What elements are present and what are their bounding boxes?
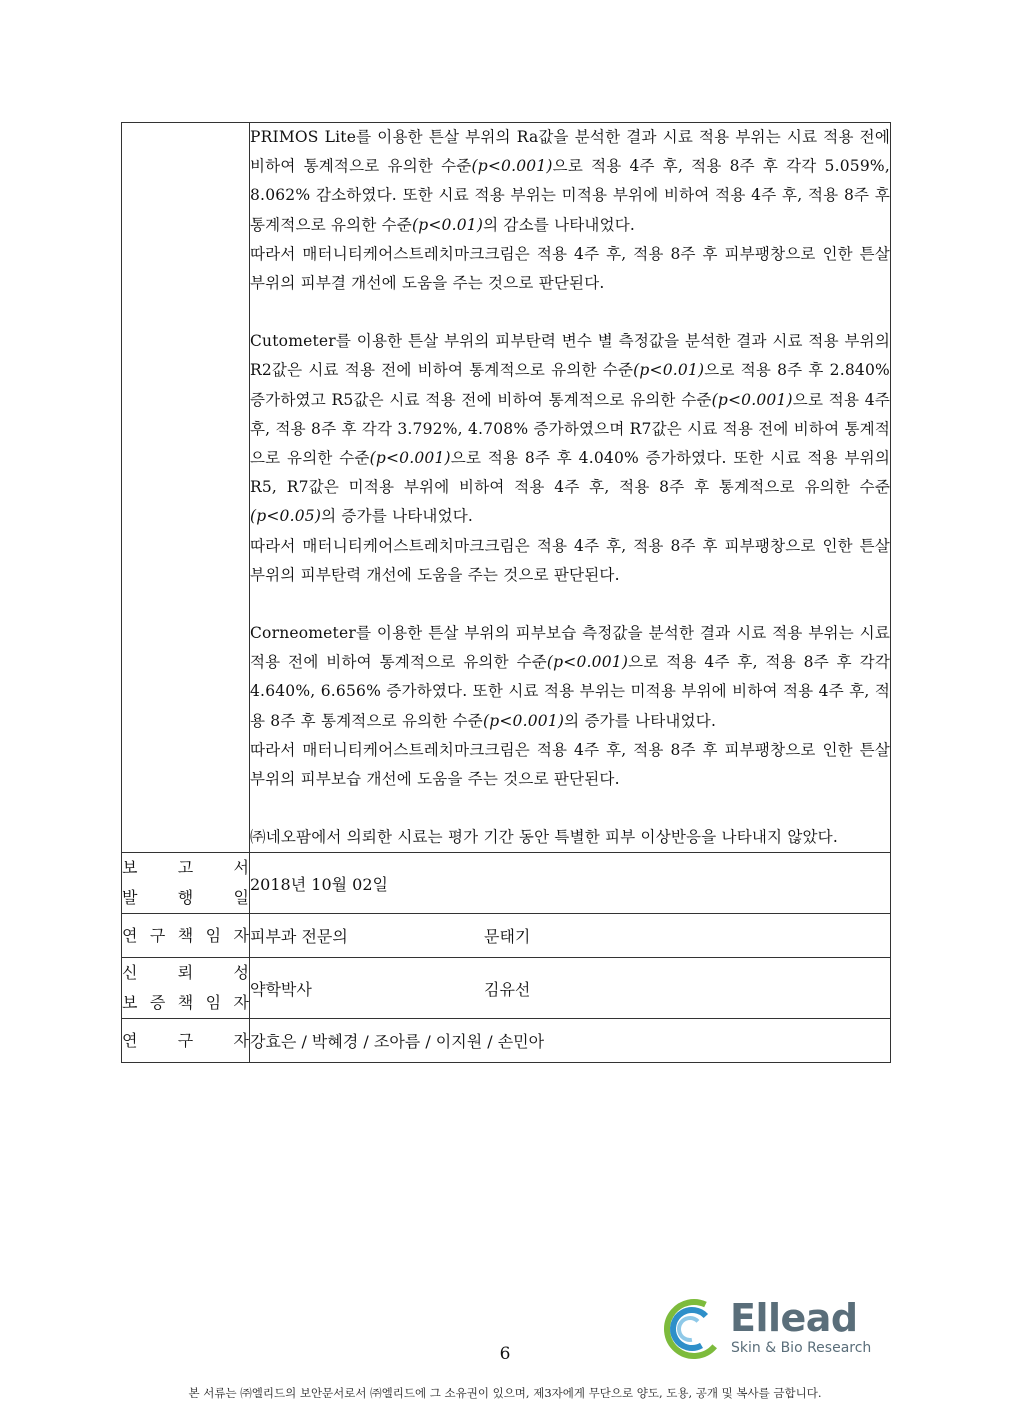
corneometer-result-paragraph: Corneometer를 이용한 튼살 부위의 피부보습 측정값을 분석한 결과 시료 적용 부위는 시료 적용 전에 비하여 통계적으로 유의한 수준(p<0.001)으로 적용 4주 후, 적용 8주 후 각각 4.640%, 6.656% 증가하였다. 또한 시료 적용 부위는 미적용 부위에 비하여 적용 4주 후, 적용 8주 후 통계적으로 유의한 수준(p<0.001)의 증가를 나타내었다. [250, 624, 891, 730]
page-number: 6 [499, 1344, 511, 1364]
cutometer-conclusion: 따라서 매터니티케어스트레치마크크림은 적용 4주 후, 적용 8주 후 피부팽창으로 인한 튼살 부위의 피부탄력 개선에 도움을 주는 것으로 판단된다. [250, 536, 890, 584]
cutometer-result-paragraph: Cutometer를 이용한 튼살 부위의 피부탄력 변수 별 측정값을 분석한 결과 시료 적용 부위의 R2값은 시료 적용 전에 비하여 통계적으로 유의한 수준(p<0.01)으로 적용 8주 후 2.840% 증가하였고 R5값은 시료 적용 전에 비하여 통계적으로 유의한 수준(p<0.001)으로 적용 4주 후, 적용 8주 후 각각 3.792%, 4.708% 증가하였으며 R7값은 시료 적용 전에 비하여 통계적으로 유의한 수준(p<0.001)으로 적용 8주 후 4.040% 증가하였다. 또한 시료 적용 부위의 R5, R7값은 미적용 부위에 비하여 적용 4주 후, 적용 8주 후 통계적으로 유의한 수준(p<0.05)의 증가를 나타내었다. [250, 332, 890, 526]
confidentiality-footer: 본 서류는 ㈜엘리드의 보안문서로서 ㈜엘리드에 그 소유권이 있으며, 제3자에게 무단으로 양도, 도용, 공개 및 복사를 금합니다. [188, 1386, 822, 1400]
logo-tagline: Skin & Bio Research [731, 1340, 872, 1356]
primos-conclusion: 따라서 매터니티케어스트레치마크크림은 적용 4주 후, 적용 8주 후 피부팽창으로 인한 튼살 부위의 피부결 개선에 도움을 주는 것으로 판단된다. [250, 244, 890, 293]
principal-investigator-row [122, 914, 891, 958]
corneometer-conclusion: 따라서 매터니티케어스트레치마크크림은 적용 4주 후, 적용 8주 후 피부팽창으로 인한 튼살 부위의 피부보습 개선에 도움을 주는 것으로 판단된다. [250, 740, 890, 789]
pi-role: 피부과 전문의 [250, 927, 348, 947]
adverse-reaction-statement: ㈜네오팜에서 의뢰한 시료는 평가 기간 동안 특별한 피부 이상반응을 나타내지 않았다. [250, 828, 838, 847]
summary-body-cell [250, 123, 891, 853]
issue-date-row [122, 853, 891, 914]
qa-name: 김유선 [484, 979, 531, 999]
principal-investigator-value [250, 914, 891, 958]
summary-label-cell [122, 123, 250, 853]
researchers-value: 강효은 / 박혜경 / 조아름 / 이지원 / 손민아 [250, 1019, 891, 1063]
qa-role: 약학박사 [250, 979, 312, 999]
report-summary-table [121, 122, 891, 1063]
principal-investigator-label: 연 구 책 임 자 [122, 914, 250, 958]
quality-assurance-value [250, 958, 891, 1019]
logo-wordmark: Ellead [730, 1296, 858, 1340]
quality-assurance-label: 신 뢰 성 보 증 책 임 자 [122, 958, 250, 1019]
quality-assurance-row [122, 958, 891, 1019]
researchers-row [122, 1019, 891, 1063]
pi-name: 문태기 [484, 927, 531, 947]
researchers-label: 연 구 자 [122, 1019, 250, 1063]
issue-date-value: 2018년 10월 02일 [250, 853, 891, 914]
summary-row [122, 123, 891, 853]
issue-date-label: 보 고 서 발 행 일 [122, 853, 250, 914]
primos-result-paragraph: PRIMOS Lite를 이용한 튼살 부위의 Ra값을 분석한 결과 시료 적용 부위는 시료 적용 전에 비하여 통계적으로 유의한 수준(p<0.001)으로 적용 4주 후, 적용 8주 후 각각 5.059%, 8.062% 감소하였다. 또한 시료 적용 부위는 미적용 부위에 비하여 적용 4주 후, 적용 8주 후 통계적으로 유의한 수준(p<0.01)의 감소를 나타내었다. [250, 128, 890, 234]
